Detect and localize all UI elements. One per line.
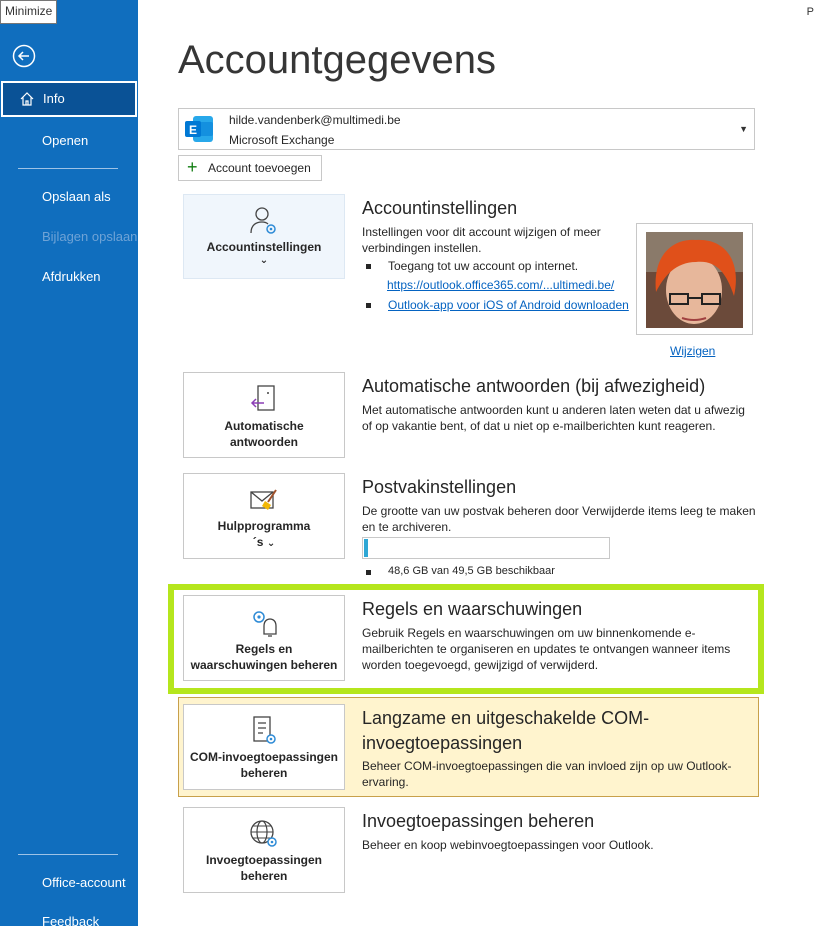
- manage-addins-tile[interactable]: [183, 807, 345, 893]
- plus-icon: +: [187, 157, 198, 177]
- corner-letter: P: [806, 6, 814, 18]
- manage-addins-label-2: beheren: [240, 869, 288, 883]
- nav-office-account-label: Office-account: [42, 875, 126, 890]
- web-access-text: Toegang tot uw account op internet.: [388, 259, 579, 273]
- account-settings-tile-label: Accountinstellingen: [206, 240, 322, 254]
- account-web-access-bullet: [366, 259, 578, 273]
- nav-feedback-label: Feedback: [42, 914, 100, 929]
- rules-title: Regels en waarschuwingen: [362, 599, 583, 619]
- list-gear-icon: [248, 715, 280, 747]
- rules-desc-3: worden toegevoegd, gewijzigd of verwijderd.: [362, 658, 599, 672]
- nav-item-save-attachments: [0, 219, 138, 255]
- back-arrow-icon[interactable]: [12, 44, 36, 68]
- mailbox-tools-label-1: Hulpprogramma: [217, 519, 311, 533]
- chevron-down-icon: ⌄: [259, 255, 269, 266]
- auto-reply-label-1: Automatische: [224, 419, 304, 433]
- account-settings-desc: Instellingen voor dit account wijzigen of meer verbindingen instellen.: [362, 225, 601, 255]
- mobile-app-bullet: [366, 298, 629, 312]
- mailbox-desc-2: en te archiveren.: [362, 520, 452, 534]
- add-account-button[interactable]: [178, 155, 322, 181]
- rules-bell-icon: [248, 606, 280, 638]
- nav-info-label: Info: [43, 91, 65, 106]
- account-type: Microsoft Exchange: [229, 133, 335, 147]
- change-photo-link[interactable]: Wijzigen: [670, 344, 716, 358]
- mailbox-title: Postvakinstellingen: [362, 477, 517, 497]
- com-addins-label-2: beheren: [240, 766, 288, 780]
- profile-photo-frame[interactable]: [636, 223, 753, 335]
- nav-save-attachments-label: Bijlagen opslaan: [42, 229, 138, 244]
- auto-reply-title: Automatische antwoorden (bij afwezigheid): [362, 376, 706, 396]
- addins-desc: Beheer en koop webinvoegtoepassingen voor Outlook.: [362, 838, 654, 852]
- chevron-down-icon: ⌄: [266, 538, 276, 549]
- svg-text:E: E: [188, 123, 198, 137]
- mailbox-desc-1: De grootte van uw postvak beheren door Verwijderde items leeg te maken: [362, 504, 756, 518]
- backstage-sidebar: [0, 0, 138, 929]
- home-icon: [19, 91, 35, 107]
- chevron-down-icon: ▼: [739, 124, 748, 134]
- mailbox-tools-tile[interactable]: [183, 473, 345, 559]
- globe-gear-icon: [248, 818, 280, 850]
- com-title-1: Langzame en uitgeschakelde COM-: [362, 708, 650, 728]
- account-email: hilde.vandenberk@multimedi.be: [229, 113, 401, 127]
- addins-title: Invoegtoepassingen beheren: [362, 811, 595, 831]
- account-settings-title: Accountinstellingen: [362, 198, 518, 218]
- nav-item-open[interactable]: [0, 123, 138, 159]
- manage-addins-label-1: Invoegtoepassingen: [205, 853, 323, 867]
- rules-desc-2: mailberichten te organiseren en updates te ontvangen wanneer items: [362, 642, 731, 656]
- nav-divider-bottom: [18, 854, 118, 855]
- nav-item-feedback[interactable]: [0, 904, 138, 940]
- owa-link[interactable]: [387, 277, 614, 293]
- nav-item-print[interactable]: [0, 259, 138, 295]
- com-desc-1: Beheer COM-invoegtoepassingen die van invloed zijn op uw Outlook-: [362, 759, 732, 773]
- mobile-app-link[interactable]: Outlook-app voor iOS of Android downloaden: [388, 298, 629, 312]
- exchange-icon: [183, 114, 215, 144]
- com-title-2: invoegtoepassingen: [362, 733, 523, 753]
- user-gear-icon: [248, 205, 280, 237]
- owa-link-text[interactable]: https://outlook.office365.com/...ultimedi.be/: [387, 278, 615, 292]
- rules-desc-1: Gebruik Regels en waarschuwingen om uw binnenkomende e-: [362, 626, 696, 640]
- storage-bullet: [366, 565, 555, 577]
- mailbox-tools-label-2-text: ´s: [252, 535, 264, 549]
- mailbox-storage-fill: [364, 539, 368, 557]
- rules-tile[interactable]: [183, 595, 345, 681]
- nav-item-office-account[interactable]: [0, 865, 138, 901]
- mailbox-storage-bar: [362, 537, 610, 559]
- add-account-label: Account toevoegen: [208, 161, 311, 175]
- rules-label-2: waarschuwingen beheren: [190, 658, 338, 672]
- minimize-tooltip: Minimize: [0, 0, 57, 24]
- nav-save-as-label: Opslaan als: [42, 189, 111, 204]
- auto-reply-desc-2: of op vakantie bent, of dat u niet op e-mailberichten kunt reageren.: [362, 419, 716, 433]
- mailbox-broom-icon: [248, 484, 280, 516]
- nav-item-save-as[interactable]: [0, 179, 138, 215]
- nav-divider: [18, 168, 118, 169]
- com-desc-2: ervaring.: [362, 775, 409, 789]
- com-addins-label-1: COM-invoegtoepassingen: [189, 750, 338, 764]
- nav-item-info[interactable]: [1, 81, 137, 117]
- rules-label-1: Regels en: [235, 642, 293, 656]
- page-title: Accountgegevens: [178, 38, 497, 82]
- profile-photo: [646, 232, 743, 328]
- main-content: [138, 0, 814, 926]
- auto-reply-label-2: antwoorden: [230, 435, 298, 449]
- nav-print-label: Afdrukken: [42, 269, 101, 284]
- account-selector[interactable]: [178, 108, 755, 150]
- auto-reply-desc-1: Met automatische antwoorden kunt u anderen laten weten dat u afwezig: [362, 403, 745, 417]
- storage-text: 48,6 GB van 49,5 GB beschikbaar: [388, 565, 555, 577]
- com-addins-tile[interactable]: [183, 704, 345, 790]
- mailbox-tools-label-2: [184, 534, 344, 552]
- auto-reply-icon: [248, 383, 280, 415]
- nav-open-label: Openen: [42, 133, 89, 148]
- auto-reply-tile[interactable]: [183, 372, 345, 458]
- account-settings-tile[interactable]: [183, 194, 345, 279]
